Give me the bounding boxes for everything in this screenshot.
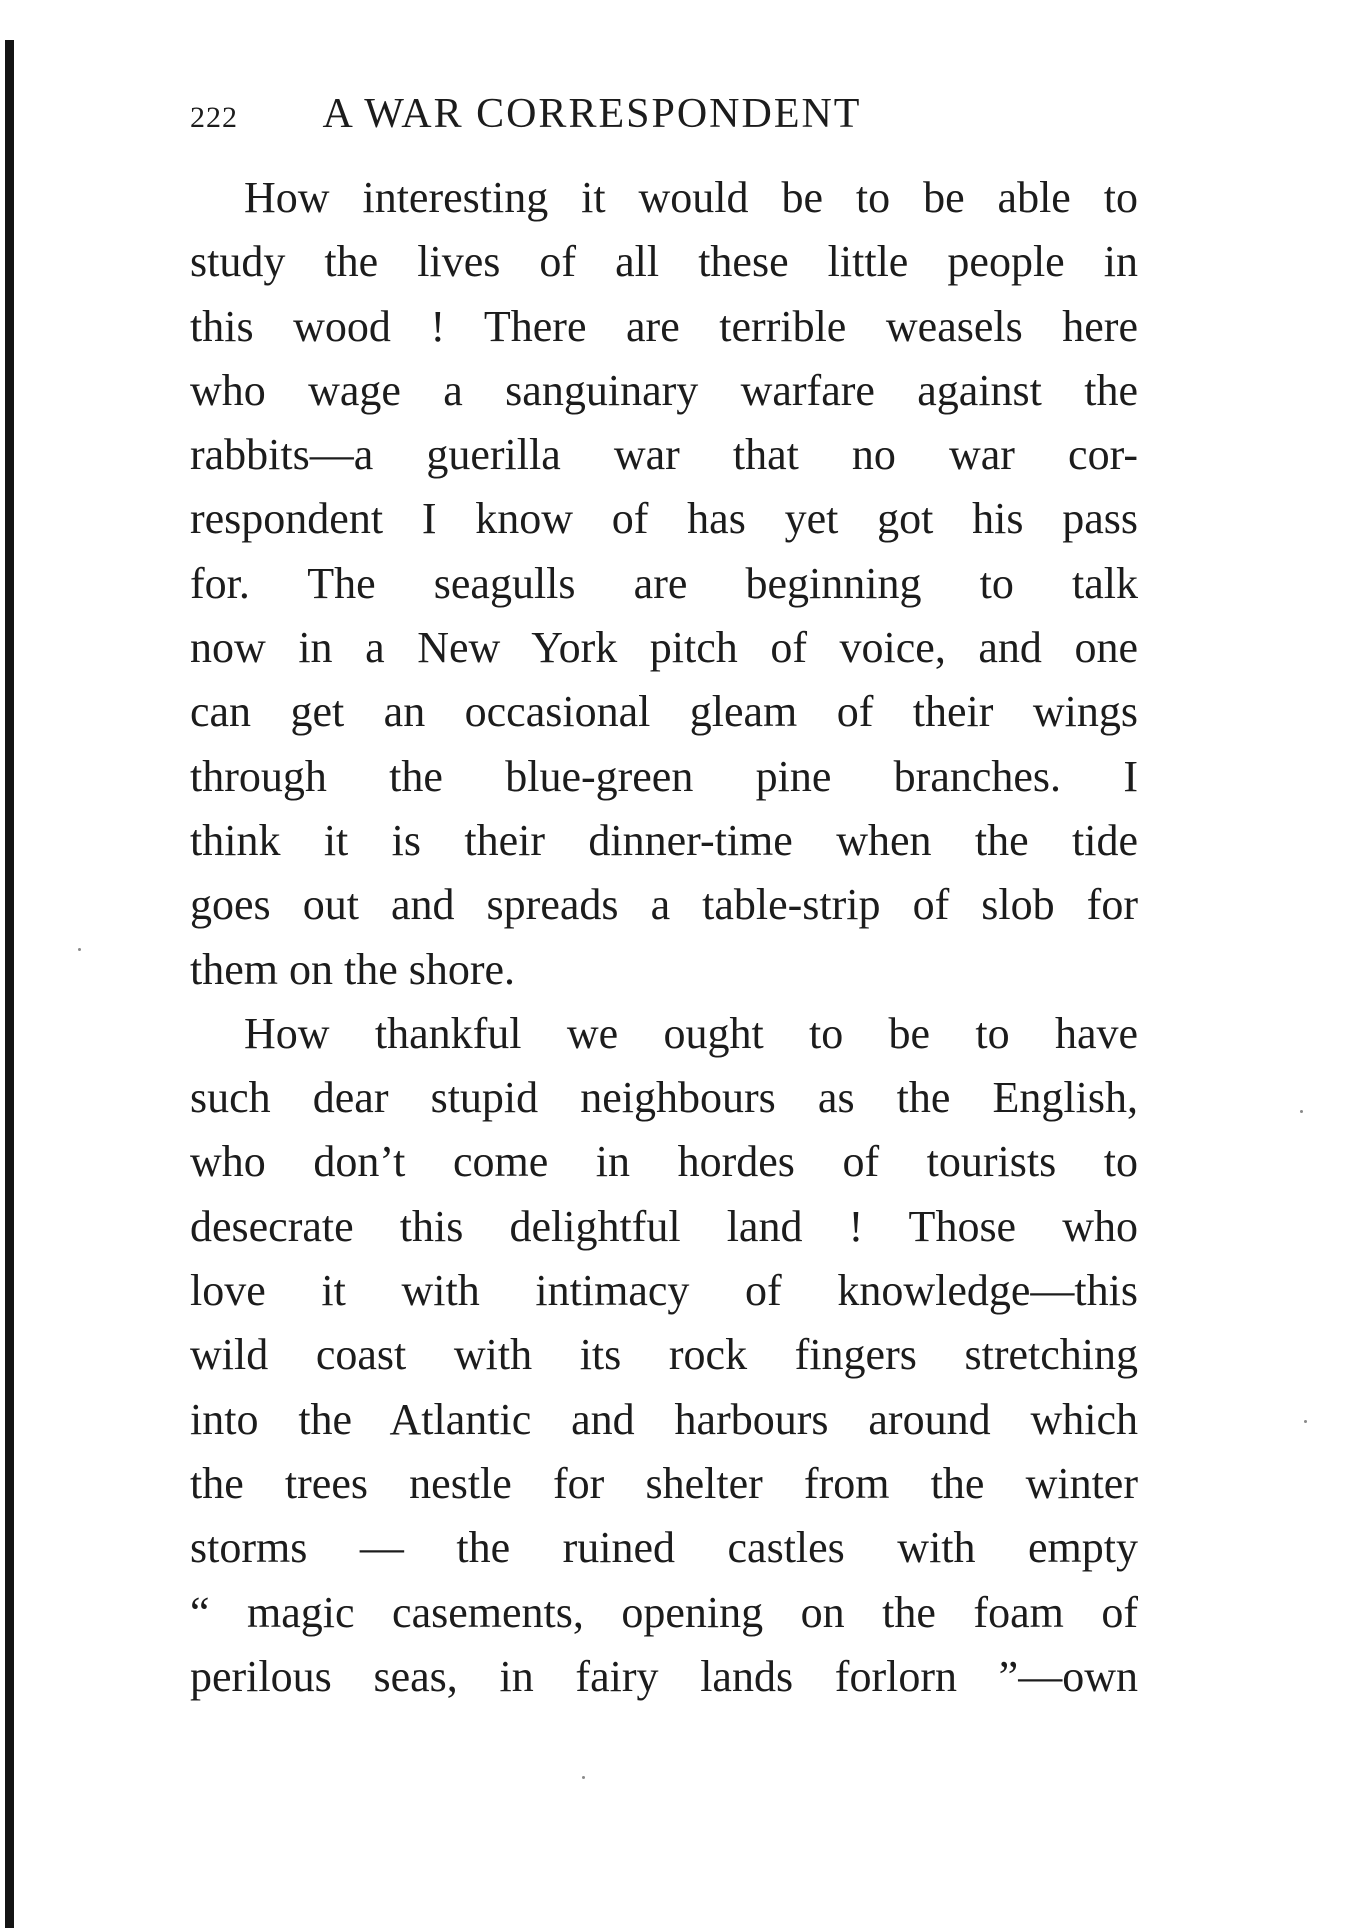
paper-speck — [78, 948, 81, 951]
text-line: who don’t come in hordes of tourists to — [190, 1137, 1138, 1187]
text-line: them on the shore. — [190, 944, 516, 994]
text-line: desecrate this delightful land ! Those who — [190, 1201, 1138, 1251]
running-head — [190, 84, 1090, 144]
text-line: now in a New York pitch of voice, and one — [190, 623, 1138, 673]
text-line: love it with intimacy of knowledge—this — [190, 1266, 1138, 1316]
text-line: such dear stupid neighbours as the English, — [190, 1073, 1138, 1123]
text-line: respondent I know of has yet got his pass — [190, 494, 1138, 544]
text-line: the trees nestle for shelter from the winter — [190, 1458, 1138, 1508]
text-line: “ magic casements, opening on the foam of — [190, 1587, 1138, 1637]
text-line: for. The seagulls are beginning to talk — [190, 558, 1138, 608]
text-line: through the blue-green pine branches. I — [190, 751, 1138, 801]
text-line: How interesting it would be to be able to — [244, 173, 1138, 222]
paper-speck — [1300, 1110, 1303, 1113]
text-line: think it is their dinner-time when the tide — [190, 815, 1138, 865]
body-text — [190, 166, 1138, 1709]
paper-speck — [1304, 1420, 1307, 1423]
text-line: goes out and spreads a table-strip of slob for — [190, 880, 1138, 930]
text-line: rabbits—a guerilla war that no war cor- — [190, 430, 1138, 480]
text-line: into the Atlantic and harbours around which — [190, 1394, 1138, 1444]
paper-speck — [582, 1776, 585, 1779]
text-line: perilous seas, in fairy lands forlorn ”—own — [190, 1651, 1138, 1701]
running-title: A WAR CORRESPONDENT — [322, 91, 862, 137]
text-line: wild coast with its rock fingers stretching — [190, 1330, 1138, 1380]
text-line: How thankful we ought to be to have — [244, 1008, 1138, 1058]
text-line: who wage a sanguinary warfare against the — [190, 365, 1138, 415]
text-line: can get an occasional gleam of their wings — [190, 687, 1138, 737]
text-line: study the lives of all these little people in — [190, 237, 1138, 287]
text-line: this wood ! There are terrible weasels here — [190, 301, 1138, 351]
binding-edge-shadow — [5, 40, 14, 1928]
text-line: storms — the ruined castles with empty — [190, 1523, 1138, 1573]
page-number: 222 — [190, 101, 238, 134]
